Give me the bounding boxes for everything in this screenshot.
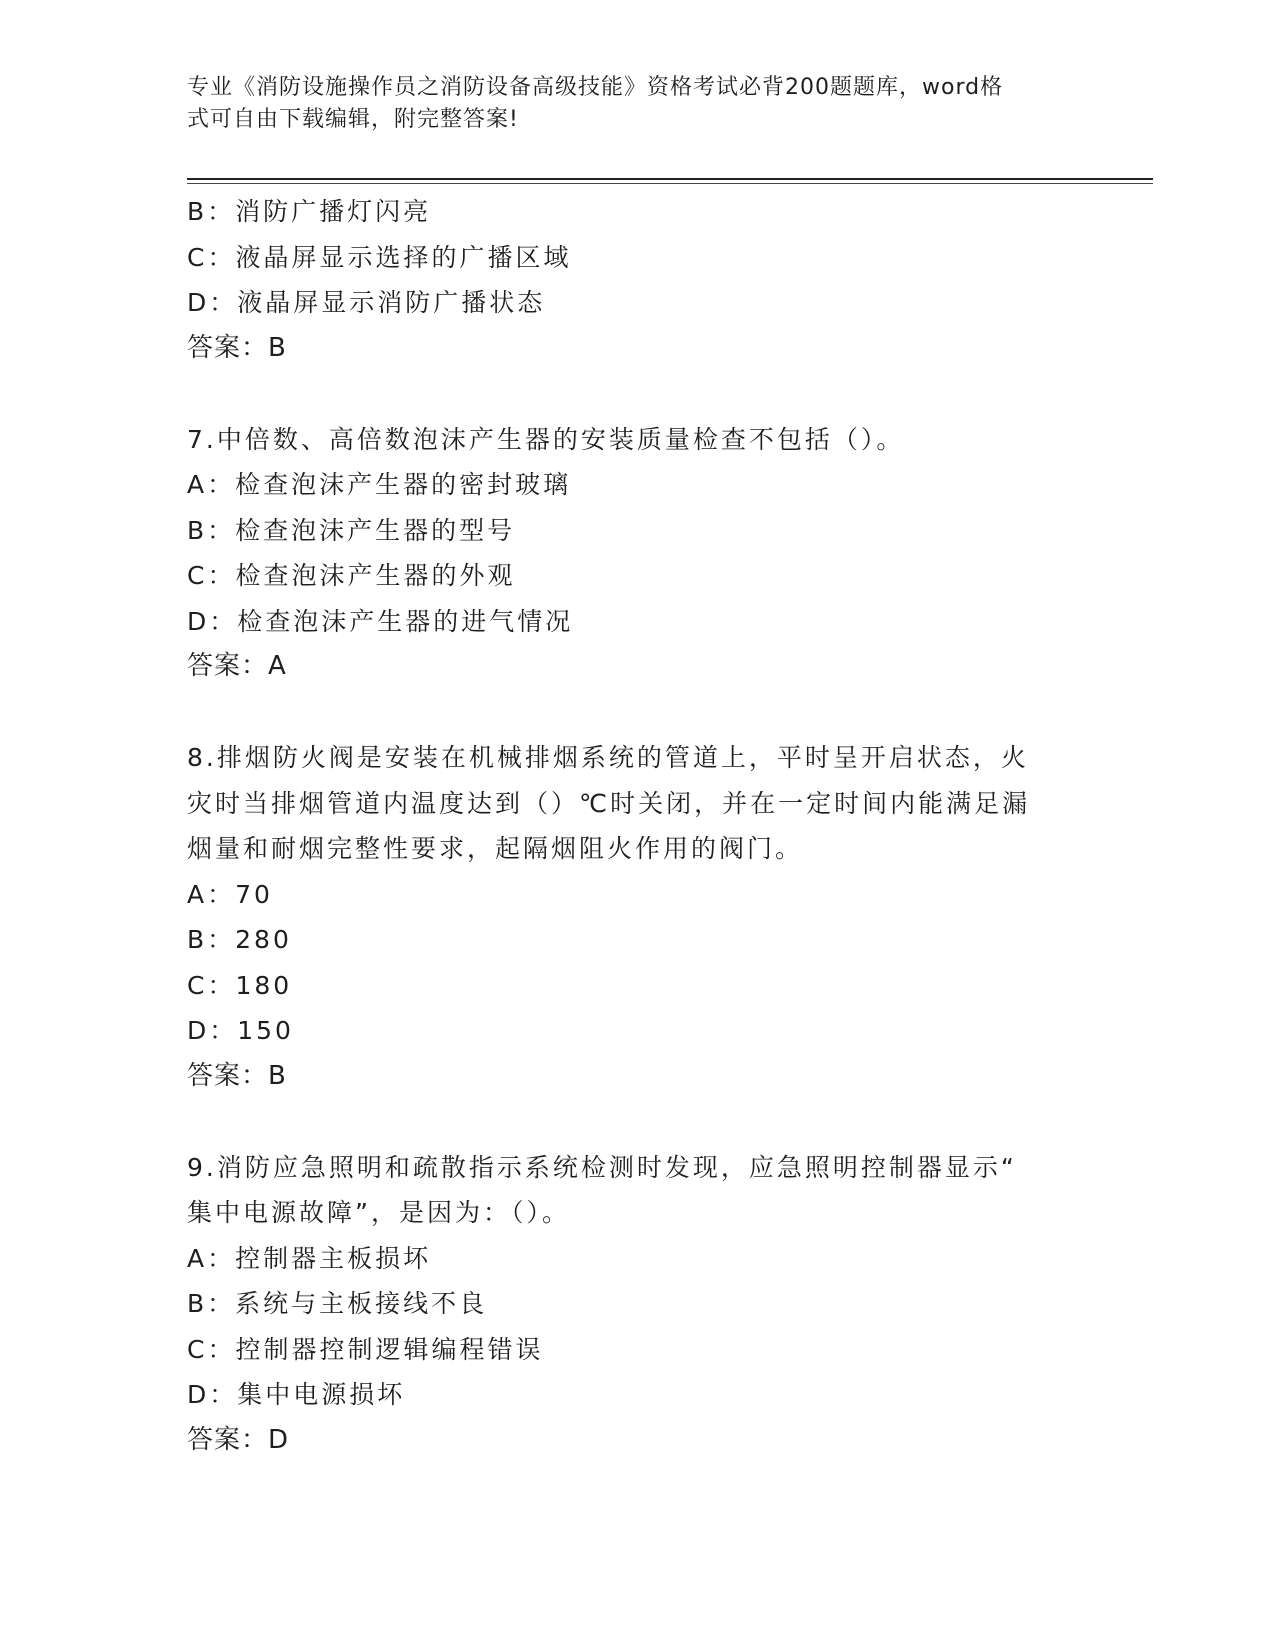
spacer <box>187 1099 1067 1145</box>
document-header <box>187 72 1067 136</box>
header-rule-thick <box>187 178 1153 180</box>
answer: 答案：A <box>187 651 287 681</box>
spacer <box>187 371 1067 417</box>
question-9-block <box>187 1145 1067 1464</box>
option-d: D：150 <box>187 1016 294 1045</box>
option-d: D：集中电源损坏 <box>187 1380 406 1409</box>
question-stem-line-2: 灾时当排烟管道内温度达到（）℃时关闭，并在一定时间内能满足漏 <box>187 788 1031 818</box>
question-6-block <box>187 189 1067 371</box>
option-a: A：70 <box>187 879 273 909</box>
option-c: C：液晶屏显示选择的广播区域 <box>187 242 572 272</box>
option-c: C：控制器控制逻辑编程错误 <box>187 1334 544 1364</box>
question-list <box>187 189 1067 1463</box>
question-stem-line-2: 集中电源故障”，是因为：（）。 <box>187 1198 570 1227</box>
header-rule-thin <box>187 183 1153 184</box>
question-stem-line-1: 9.消防应急照明和疏散指示系统检测时发现，应急照明控制器显示“ <box>187 1152 1017 1182</box>
header-line-1: 专业《消防设施操作员之消防设备高级技能》资格考试必背200题题库，word格 <box>187 75 1004 100</box>
question-stem-line-1: 8.排烟防火阀是安装在机械排烟系统的管道上，平时呈开启状态，火 <box>187 743 1029 772</box>
question-stem: 7.中倍数、高倍数泡沫产生器的安装质量检查不包括（）。 <box>187 424 905 454</box>
spacer <box>187 690 1067 736</box>
answer: 答案：B <box>187 332 287 363</box>
answer: 答案：B <box>187 1060 287 1091</box>
question-8-block <box>187 735 1067 1099</box>
question-stem-line-3: 烟量和耐烟完整性要求，起隔烟阻火作用的阀门。 <box>187 834 804 863</box>
option-a: A：控制器主板损坏 <box>187 1243 432 1273</box>
option-c: C：检查泡沫产生器的外观 <box>187 561 516 590</box>
header-line-2: 式可自由下载编辑，附完整答案! <box>187 107 519 132</box>
option-d: D：液晶屏显示消防广播状态 <box>187 288 546 317</box>
answer: 答案：D <box>187 1424 290 1455</box>
option-b: B：280 <box>187 925 292 954</box>
option-b: B：消防广播灯闪亮 <box>187 197 432 226</box>
option-b: B：检查泡沫产生器的型号 <box>187 515 516 545</box>
option-d: D：检查泡沫产生器的进气情况 <box>187 606 574 636</box>
option-a: A：检查泡沫产生器的密封玻璃 <box>187 470 572 499</box>
option-b: B：系统与主板接线不良 <box>187 1289 488 1318</box>
option-c: C：180 <box>187 970 293 1000</box>
question-7-block <box>187 417 1067 690</box>
